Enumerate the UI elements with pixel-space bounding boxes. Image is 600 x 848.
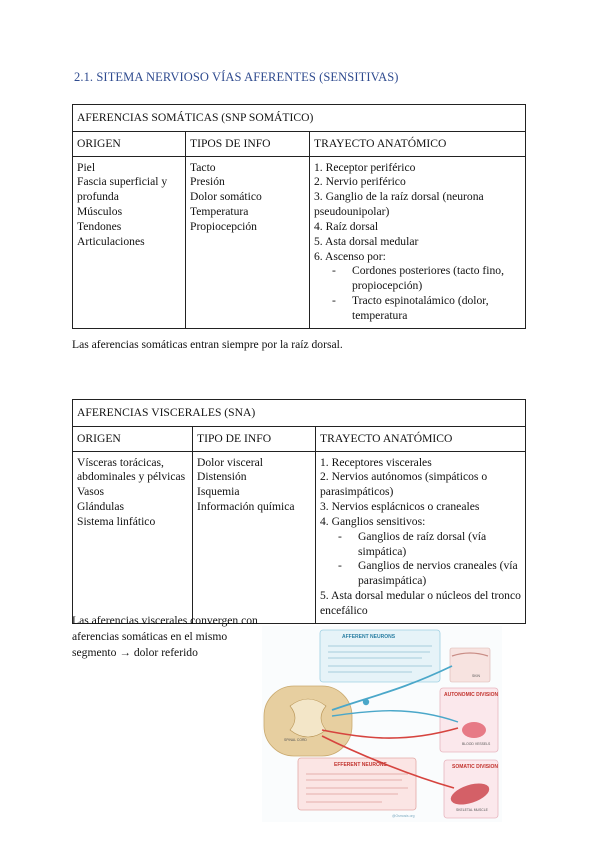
origin-item: Sistema linfático — [77, 514, 156, 528]
route-step: 3. Ganglio de la raíz dorsal (neurona pseudounipolar) — [314, 190, 484, 219]
route-step: 2. Nervios autónomos (simpáticos o parasimpáticos) — [320, 470, 488, 499]
osmosis-watermark: @Osmosis.org — [392, 814, 415, 818]
route-sublist — [314, 264, 521, 323]
info-item: Distensión — [197, 470, 247, 484]
visceral-table-title: AFERENCIAS VISCERALES (SNA) — [73, 400, 526, 427]
somatic-note: Las aferencias somáticas entran siempre por la raíz dorsal. — [72, 338, 343, 351]
skin-label: SKIN — [472, 674, 480, 678]
origin-item: Vísceras torácicas, abdominales y pélvicas — [77, 455, 186, 484]
info-item: Isquemia — [197, 485, 240, 499]
visceral-afferents-table — [72, 399, 526, 624]
info-item: Presión — [190, 175, 225, 189]
route-step: 5. Asta dorsal medular o núcleos del tronco encefálico — [320, 589, 521, 617]
afferent-title: AFFERENT NEURONS — [342, 634, 396, 640]
info-item: Dolor visceral — [197, 455, 263, 469]
somatic-route-cell — [310, 156, 526, 328]
info-item: Dolor somático — [190, 190, 262, 204]
neurons-illustration — [262, 626, 502, 822]
info-item: Temperatura — [190, 205, 249, 219]
visceral-header-origin: ORIGEN — [73, 426, 193, 451]
somatic-table-title: AFERENCIAS SOMÁTICAS (SNP SOMÁTICO) — [73, 105, 526, 132]
route-step: 4. Ganglios sensitivos: — [320, 514, 426, 528]
blood-vessels-label: BLOOD VESSELS — [462, 742, 491, 746]
route-subitem: - Ganglios de nervios craneales (vía parasimpática) — [338, 559, 521, 589]
info-item: Tacto — [190, 160, 216, 174]
route-step: 6. Ascenso por: — [314, 249, 386, 263]
route-step: 1. Receptores viscerales — [320, 455, 432, 469]
route-step: 5. Asta dorsal medular — [314, 234, 419, 248]
origin-item: Fascia superficial y profunda — [77, 175, 168, 204]
visceral-origin-cell — [73, 451, 193, 623]
somatic-afferents-table — [72, 104, 526, 329]
spinal-cord-label: SPINAL CORD — [284, 738, 307, 742]
autonomic-title: AUTONOMIC DIVISION — [444, 692, 499, 698]
somatic-info-cell — [186, 156, 310, 328]
visceral-info-cell — [193, 451, 316, 623]
route-sublist — [320, 530, 521, 589]
info-item: Información química — [197, 500, 295, 514]
somatic-header-origin: ORIGEN — [73, 131, 186, 156]
efferent-title: EFFERENT NEURONS — [334, 762, 387, 768]
somatic-header-route: TRAYECTO ANATÓMICO — [310, 131, 526, 156]
route-step: 1. Receptor periférico — [314, 160, 416, 174]
info-item: Propiocepción — [190, 219, 257, 233]
origin-item: Tendones — [77, 219, 122, 233]
visceral-note: Las aferencias viscerales convergen con aferencias somáticas en el mismo segmento → dolor referido — [72, 614, 258, 660]
visceral-route-cell — [316, 451, 526, 623]
somatic-header-info: TIPOS DE INFO — [186, 131, 310, 156]
somatic-origin-cell — [73, 156, 186, 328]
origin-item: Vasos — [77, 485, 105, 499]
route-subitem: - Cordones posteriores (tacto fino, propiocepción) — [332, 264, 521, 294]
route-subitem: - Tracto espinotalámico (dolor, temperatura — [332, 294, 521, 324]
somatic-title: SOMATIC DIVISION — [452, 764, 499, 770]
origin-item: Piel — [77, 160, 96, 174]
origin-item: Músculos — [77, 205, 123, 219]
route-subitem: - Ganglios de raíz dorsal (vía simpática) — [338, 530, 521, 560]
skeletal-muscle-label: SKELETAL MUSCLE — [456, 808, 488, 812]
route-step: 3. Nervios esplácnicos o craneales — [320, 500, 480, 514]
visceral-header-info: TIPO DE INFO — [193, 426, 316, 451]
origin-item: Articulaciones — [77, 234, 145, 248]
visceral-header-route: TRAYECTO ANATÓMICO — [316, 426, 526, 451]
route-step: 2. Nervio periférico — [314, 175, 406, 189]
section-heading: 2.1. SITEMA NERVIOSO VÍAS AFERENTES (SENSITIVAS) — [74, 70, 399, 84]
neurons-diagram-graphic — [262, 626, 502, 822]
origin-item: Glándulas — [77, 500, 125, 514]
route-step: 4. Raíz dorsal — [314, 219, 379, 233]
